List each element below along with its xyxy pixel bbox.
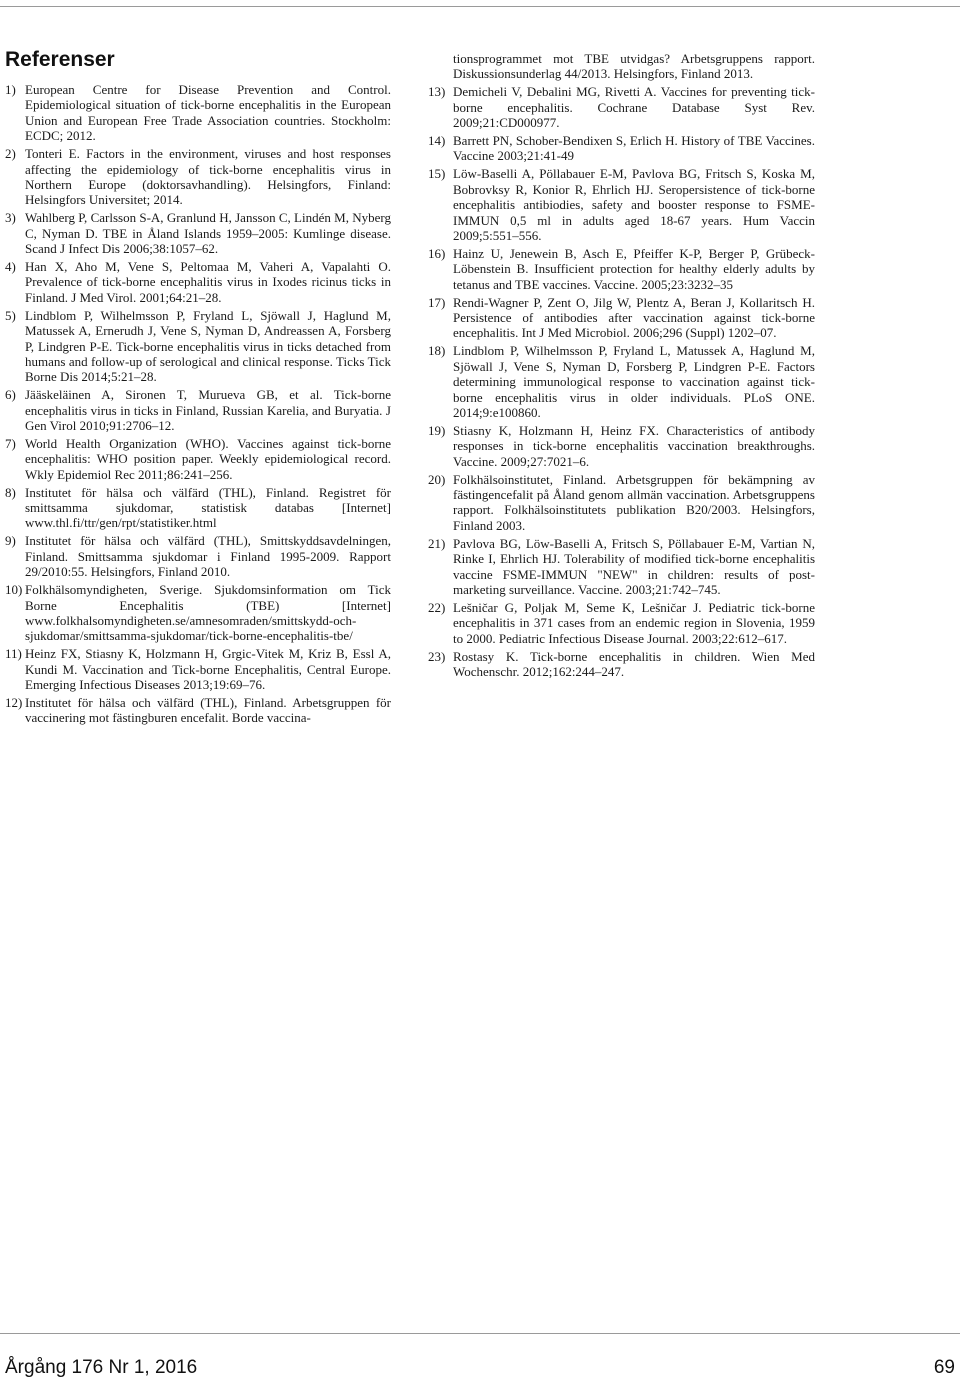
reference-number: 14) <box>428 133 446 149</box>
reference-text: Lindblom P, Wilhelmsson P, Fryland L, Matussek A, Haglund M, Sjöwall J, Vene S, Nyman D, Forsberg P, Lindgren P-E. Factors determining immunological response to vaccination against tick-borne encephalitis virus in older individuals. PLoS ONE. 2014;9:e100860. <box>453 343 815 420</box>
reference-number: 22) <box>428 599 446 615</box>
reference-item <box>5 82 391 144</box>
reference-number: 15) <box>428 166 446 182</box>
reference-text: Lindblom P, Wilhelmsson P, Fryland L, Sjöwall J, Haglund M, Matussek A, Ernerudh J, Vene S, Nyman D, Andreassen A, Forsberg P, Lindgren P-E. Tick-borne encephalitis virus in ticks detached from humans and follow-up of serological and clinical response. Ticks Tick Borne Dis 2014;5:21–28. <box>25 307 391 385</box>
reference-item <box>428 649 815 680</box>
reference-number: 17) <box>428 294 446 310</box>
reference-text: Lešničar G, Poljak M, Seme K, Lešničar J. Pediatric tick-borne encephalitis in 371 cases from an endemic region in Slovenia, 1959 to 2000. Pediatric Infectious Disease Journal. 2003;22:612–617. <box>453 599 815 646</box>
reference-number: 18) <box>428 343 446 359</box>
reference-item <box>428 133 815 164</box>
reference-text: Rostasy K. Tick-borne encephalitis in children. Wien Med Wochenschr. 2012;162:244–247. <box>453 648 815 679</box>
reference-text: Barrett PN, Schober-Bendixen S, Erlich H. History of TBE Vaccines. Vaccine 2003;21:41-49 <box>453 133 815 164</box>
reference-list-left <box>5 82 391 728</box>
reference-number: 20) <box>428 471 446 487</box>
reference-item <box>428 84 815 130</box>
footer-rule <box>0 1333 960 1334</box>
reference-text: Wahlberg P, Carlsson S-A, Granlund H, Jansson C, Lindén M, Nyberg C, Nyman D. TBE in Åland Islands 1959–2005: Kumlinge disease. Scand J Infect Dis 2006;38:1057–62. <box>25 210 391 257</box>
reference-item <box>428 246 815 292</box>
reference-item <box>5 210 391 256</box>
reference-number: 8) <box>5 484 16 500</box>
reference-number: 4) <box>5 258 16 274</box>
reference-continuation: tionsprogrammet mot TBE utvidgas? Arbetsgruppens rapport. Diskussionsunderlag 44/2013. Helsingfors, Finland 2013. <box>453 51 815 82</box>
reference-number: 13) <box>428 84 446 100</box>
reference-item <box>428 166 815 243</box>
reference-number: 21) <box>428 535 446 551</box>
reference-text: Demicheli V, Debalini MG, Rivetti A. Vaccines for preventing tick-borne encephalitis. Cochrane Database Syst Rev. 2009;21:CD000977. <box>453 84 815 131</box>
reference-item <box>5 533 391 579</box>
reference-number: 7) <box>5 435 16 451</box>
reference-item <box>428 472 815 534</box>
reference-item <box>5 695 391 726</box>
reference-text: World Health Organization (WHO). Vaccines against tick-borne encephalitis: WHO position paper. Weekly epidemiological record. Wkly Epidemiol Rec 2011;86:241–256. <box>25 435 391 482</box>
reference-text: Jääskeläinen A, Sironen T, Murueva GB, et al. Tick-borne encephalitis virus in ticks in Finland, Russian Karelia, and Buryatia. J Gen Virol 2010;91:2706–12. <box>25 387 391 434</box>
reference-number: 10) <box>5 582 23 598</box>
reference-text: Tonteri E. Factors in the environment, viruses and host responses affecting the epidemiology of tick-borne encephalitis virus in Northern Europe (doktorsavhandling). Helsingfors, Finland: Helsingfors Universitet; 2014. <box>25 146 391 208</box>
reference-item <box>5 146 391 208</box>
reference-number: 6) <box>5 387 16 403</box>
page-number: 69 <box>933 1357 955 1378</box>
reference-text: Löw-Baselli A, Pöllabauer E-M, Pavlova BG, Fritsch S, Koska M, Bobrovksy R, Konior R, Ehrlich HJ. Seropersistence of tick-borne encephalitis antibiodies, safety and booster response to FSME-IMMUN 0,5 ml in adults aged 18-67 years. Hum Vaccin 2009;5:551–556. <box>453 166 815 243</box>
reference-text: Folkhälsomyndigheten, Sverige. Sjukdomsinformation om Tick Borne Encephalitis (TBE) [Internet] www.folkhalsomyndigheten.se/amnesomraden/smittskydd-och-sjukdomar/smittsamma-sjukdomar/tick-borne-encephalitis-tbe/ <box>25 582 391 644</box>
reference-item <box>5 646 391 692</box>
reference-text: European Centre for Disease Prevention and Control. Epidemiological situation of tick-borne encephalitis in the European Union and European Free Trade Association countries. Stockholm: ECDC; 2012. <box>25 82 391 144</box>
reference-item <box>5 582 391 644</box>
reference-item <box>428 295 815 341</box>
reference-number: 2) <box>5 146 16 162</box>
reference-item <box>5 485 391 531</box>
reference-number: 1) <box>5 82 16 97</box>
reference-item <box>428 600 815 646</box>
reference-number: 16) <box>428 245 446 261</box>
reference-number: 11) <box>5 646 22 662</box>
reference-text: Heinz FX, Stiasny K, Holzmann H, Grgic-Vitek M, Kriz B, Essl A, Kundi M. Vaccination and Tick-borne Encephalitis, Central Europe. Emerging Infectious Diseases 2013;19:69–76. <box>25 646 391 693</box>
reference-number: 9) <box>5 533 16 549</box>
top-rule <box>0 6 960 7</box>
reference-text: Institutet för hälsa och välfärd (THL), Smittskyddsavdelningen, Finland. Smittsamma sjukdomar i Finland 1995-2009. Rapport 29/2010:55. Helsingfors, Finland 2010. <box>25 533 391 580</box>
reference-text: Institutet för hälsa och välfärd (THL), Finland. Registret för smittsamma sjukdomar, statistisk databas [Internet] www.thl.fi/ttr/gen/rpt/statistiker.html <box>25 484 391 531</box>
reference-item <box>428 343 815 420</box>
reference-number: 5) <box>5 307 16 323</box>
reference-list-right <box>428 51 815 682</box>
reference-item <box>428 423 815 469</box>
reference-text: Han X, Aho M, Vene S, Peltomaa M, Vaheri A, Vapalahti O. Prevalence of tick-borne encephalitis virus in Ixodes ricinus ticks in Finland. J Med Virol. 2001;64:21–28. <box>25 258 391 305</box>
reference-text: Hainz U, Jenewein B, Asch E, Pfeiffer K-P, Berger P, Grübeck-Löbenstein B. Insufficient protection for healthy elderly adults by tetanus and TBE vaccines. Vaccine. 2005;23:3232–35 <box>453 245 815 292</box>
reference-item <box>428 536 815 598</box>
reference-number: 19) <box>428 422 446 438</box>
reference-item <box>5 436 391 482</box>
section-heading: Referenser <box>5 48 115 71</box>
reference-item <box>5 308 391 385</box>
reference-text: Folkhälsoinstitutet, Finland. Arbetsgruppen för bekämpning av fästingencefalit på Åland genom allmän vaccination. Arbetsgruppens rapport. Folkhälsoinstitutets publikation B20/2003. Helsingfors, Finland 2003. <box>453 471 815 533</box>
reference-number: 12) <box>5 694 23 710</box>
reference-number: 3) <box>5 210 16 226</box>
reference-item <box>5 387 391 433</box>
reference-number: 23) <box>428 648 446 664</box>
reference-text: Pavlova BG, Löw-Baselli A, Fritsch S, Pöllabauer E-M, Vartian N, Rinke I, Ehrlich HJ. Tolerability of modified tick-borne encephalitis vaccine FSME-IMMUN "NEW" in children: results of post- marketing surveillance. Vaccine. 2003;21:742–745. <box>453 535 815 597</box>
reference-text: Rendi-Wagner P, Zent O, Jilg W, Plentz A, Beran J, Kollaritsch H. Persistence of antibodies after vaccination against tick-borne encephalitis. Int J Med Microbiol. 2006;296 (Suppl) 1202–07. <box>453 294 815 341</box>
reference-text: Institutet för hälsa och välfärd (THL), Finland. Arbetsgruppen för vaccinering mot fästingburen encefalit. Borde vaccina- <box>25 694 391 726</box>
reference-item <box>5 259 391 305</box>
journal-issue: Årgång 176 Nr 1, 2016 <box>5 1357 198 1378</box>
reference-text: Stiasny K, Holzmann H, Heinz FX. Characteristics of antibody responses in tick-borne encephalitis vaccination breakthroughs. Vaccine. 2009;27:7021–6. <box>453 422 815 469</box>
